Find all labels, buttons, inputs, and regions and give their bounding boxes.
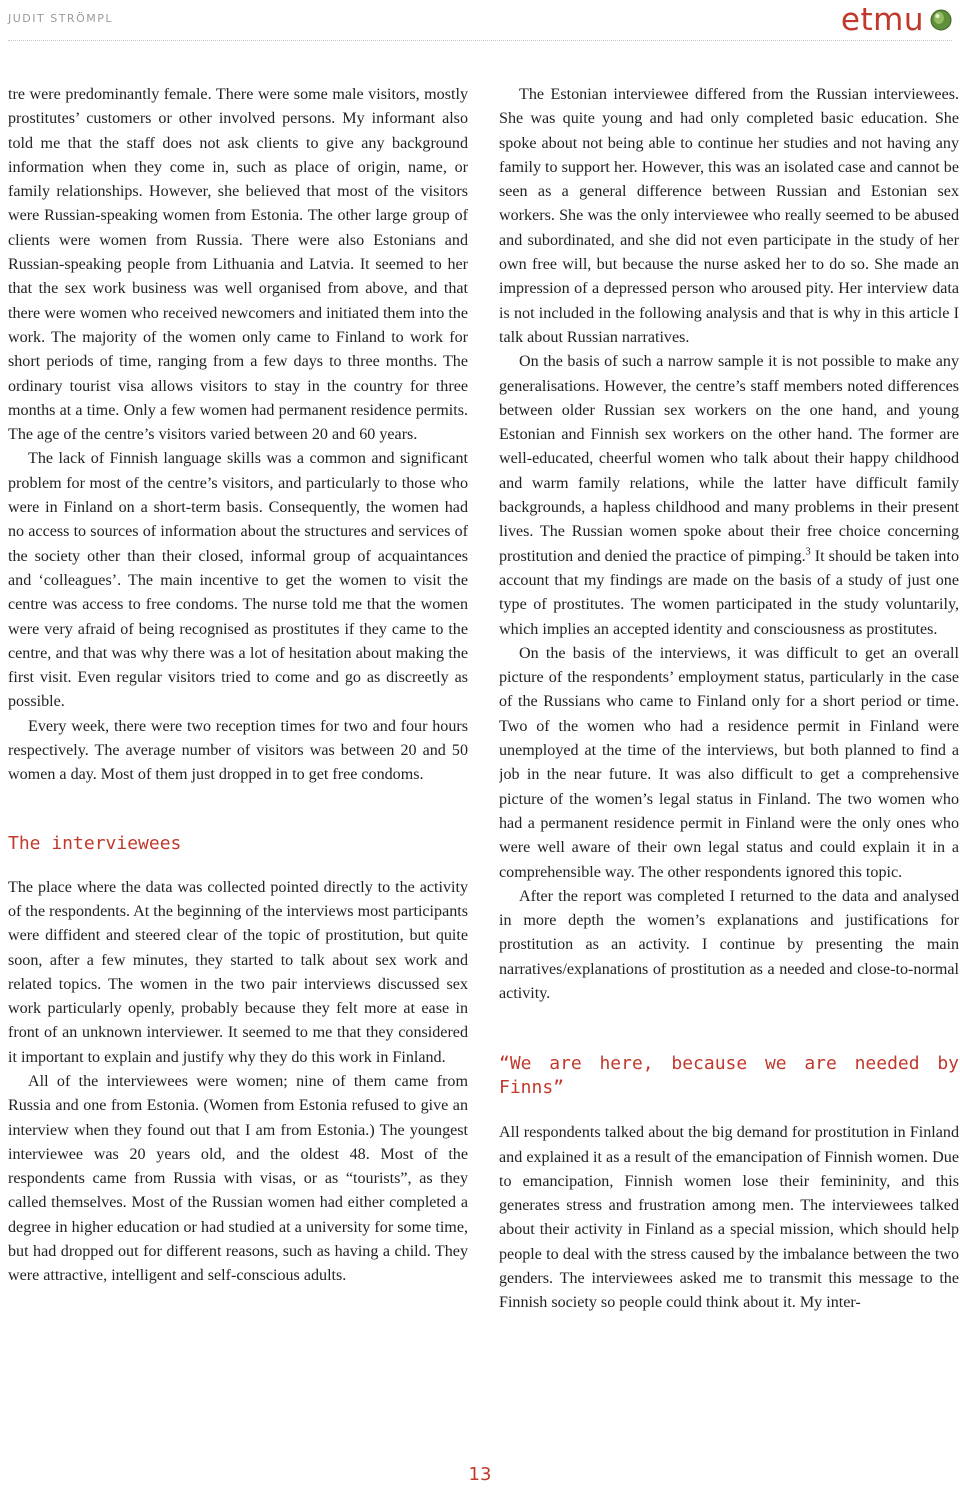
paragraph: [499, 350, 959, 642]
paragraph: tre were predominantly female. There were some male visitors, mostly prostitutes’ customers or other involved persons. My informant also told me that the staff does not ask clients to give any background information when they come in, such as place of origin, name, or family relationships. However, she believed that most of the visitors were Russian-speaking women from Estonia. The other large group of clients were women from Russia. There were also Estonians and Russian-speaking people from Lithuania and Latvia. It seemed to her that the sex work business was well organised from above, and that there were women who received newcomers and initiated them into the work. The majority of the women only came to Finland to work for short periods of time, ranging from a few days to three months. The ordinary tourist visa allows visitors to stay in the country for three months at a time. Only a few women had permanent residence permits. The age of the centre’s visitors varied between 20 and 60 years.: [8, 86, 468, 444]
section-heading-interviewees: The interviewees: [8, 832, 182, 854]
right-column: [499, 83, 959, 1453]
paragraph: On the basis of the interviews, it was difficult to get an overall picture of the respondents’ employment status, particularly in the case of the Russians who came to Finland only for a short period or time. Two of the women who had a residence permit in Finland were unemployed at the time of the interviews, but both planned to find a job in the near future. It was also difficult to get a comprehensive picture of the women’s legal status in Finland. The two women who had a permanent residence permit in Finland were the only ones who were well aware of their own legal status and could explain it in a comprehensible way. The other respondents ignored this topic.: [499, 644, 959, 881]
paragraph: The place where the data was collected pointed directly to the activity of the respondents. At the beginning of the interviews most participants were diffident and steered clear of the topic of prostitution, but quite soon, after a few minutes, they started to talk about sex work and related topics. The women in the two pair interviews discussed sex work particularly openly, probably because they felt more at ease in front of an unknown interviewer. It seemed to me that they considered it important to explain and justify why they do this work in Finland.: [8, 878, 468, 1066]
journal-logo: [841, 2, 952, 38]
section-heading-needed-by-finns: “We are here, because we are needed by Finns”: [499, 1053, 959, 1099]
paragraph: After the report was completed I returned to the data and analysed in more depth the women’s explanations and justifications for prostitution as an activity. I continue by presenting the main narratives/explanations of prostitution as a needed and close-to-normal activity.: [499, 887, 959, 1002]
header-rule: [8, 40, 952, 41]
paragraph: The Estonian interviewee differed from the Russian interviewees. She was quite young and had only completed basic education. She spoke about not being able to continue her studies and not having any family to support her. However, this was an isolated case and cannot be seen as a general difference between Russian and Estonian sex workers. She was the only interviewee who really seemed to be abused and subordinated, and she did not even participate in the study of her own free will, but because the nurse asked her to do so. She made an impression of a depressed person who aroused pity. Her interview data is not included in the following analysis and that is why in this article I talk about Russian narratives.: [499, 86, 959, 346]
running-author: JUDIT STRÖMPL: [8, 12, 113, 25]
paragraph-text: It should be taken into account that my findings are made on the basis of a study of just one type of prostitutes. The women participated in the study voluntarily, which implies an accepted identity and consciousness as prostitutes.: [499, 547, 959, 638]
paragraph-text: On the basis of such a narrow sample it is not possible to make any generalisations. However, the centre’s staff members noted differences between older Russian sex workers on the one hand, and young Estonian and Finnish sex workers on the other hand. The former are well-educated, cheerful women who talk about their happy childhood and warm family relations, while the latter have difficult family backgrounds, a hapless childhood and many problems in their present lives. The Russian women spoke about their free choice concerning prostitution and denied the practice of pimping.: [499, 353, 959, 565]
footnote-ref[interactable]: 3: [805, 546, 811, 558]
globe-icon: [930, 9, 952, 31]
logo-text: etmu: [840, 2, 924, 38]
left-column: [8, 83, 468, 1453]
page-header: [0, 0, 960, 44]
page-number: 13: [468, 1464, 492, 1485]
paragraph: Every week, there were two reception times for two and four hours respectively. The average number of visitors was between 20 and 50 women a day. Most of them just dropped in to get free condoms.: [8, 717, 468, 784]
paragraph: All respondents talked about the big demand for prostitution in Finland and explained it as a result of the emancipation of Finnish women. Due to emancipation, Finnish women lose their femininity, and this generates stress and frustration among men. The interviewees talked about their activity in Finland as a special mission, which should help people to deal with the stress caused by the imbalance between the two genders. The interviewees asked me to transmit this message to the Finnish society so people could think about it. My inter-: [499, 1124, 959, 1312]
paragraph: All of the interviewees were women; nine of them came from Russia and one from Estonia. (Women from Estonia refused to give an interview when they found out that I am from Estonia.) The youngest interviewee was 20 years old, and the oldest 48. Most of the respondents came from Russia with visas, or as “tourists”, as they called themselves. Most of the Russian women had either completed a degree in higher education or had studied at a university for some time, but had dropped out for different reasons, such as having a child. They were attractive, intelligent and self-conscious adults.: [8, 1072, 468, 1285]
paragraph: The lack of Finnish language skills was a common and significant problem for most of the centre’s visitors, and particularly to those who were in Finland on a short-term basis. Consequently, the women had no access to sources of information about the structures and services of the society other than their closed, informal group of acquaintances and ‘colleagues’. The main incentive to get the women to visit the centre was access to free condoms. The nurse told me that the women were very afraid of being recognised as prostitutes if they came to the centre, and that was why there was a lot of hesitation about making the first visit. Even regular visitors tried to come and go as discreetly as possible.: [8, 450, 468, 711]
